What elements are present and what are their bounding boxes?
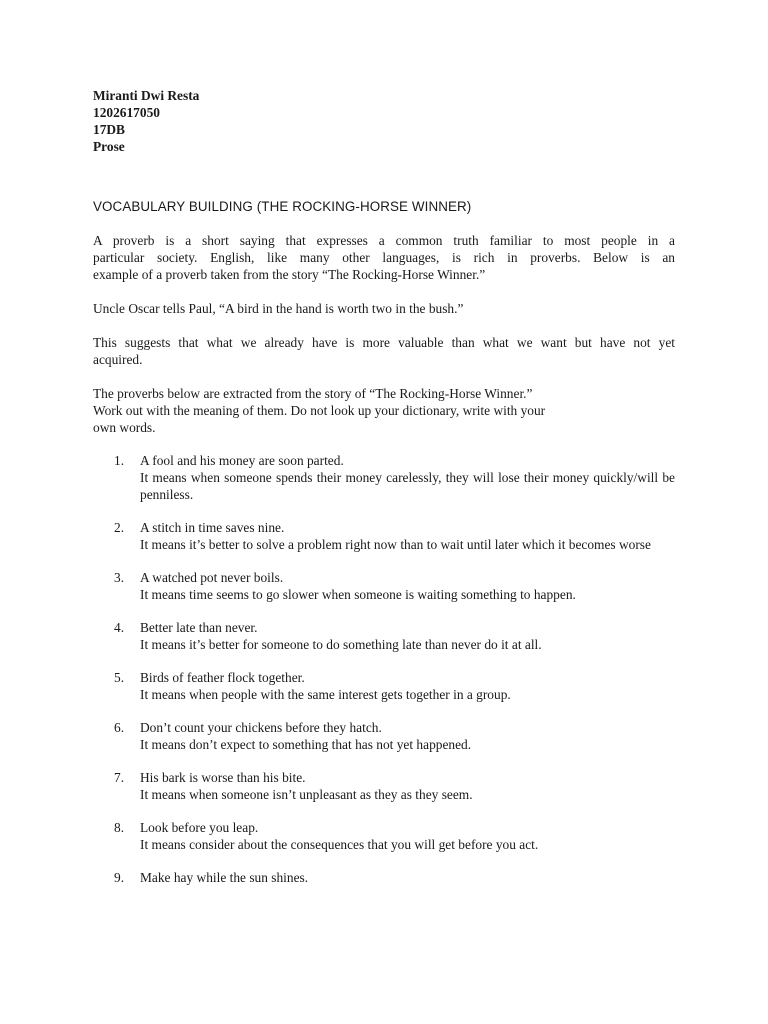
proverb-meaning: It means when people with the same interest gets together in a group.: [140, 687, 511, 702]
student-info: [93, 87, 675, 155]
proverb-text: A stitch in time saves nine.: [140, 520, 285, 535]
list-item: [93, 719, 675, 753]
proverb-meaning: It means when someone isn’t unpleasant as they as they seem.: [140, 787, 473, 802]
list-item: [93, 619, 675, 653]
proverb-text: Make hay while the sun shines.: [140, 870, 309, 885]
list-item-number: 6.: [114, 720, 125, 735]
student-id: 1202617050: [93, 105, 160, 120]
instructions-paragraph: [93, 385, 675, 436]
list-item-number: 5.: [114, 670, 125, 685]
instructions-line: Work out with the meaning of them. Do not look up your dictionary, write with your: [93, 403, 546, 418]
proverb-text: A watched pot never boils.: [140, 570, 284, 585]
list-item: [93, 569, 675, 603]
list-item-number: 7.: [114, 770, 125, 785]
list-item-number: 8.: [114, 820, 125, 835]
explanation-line: This suggests that what we already have is more valuable than what we want but have not yet: [93, 335, 675, 350]
list-item: [93, 669, 675, 703]
student-name: Miranti Dwi Resta: [93, 88, 200, 103]
proverb-meaning: It means when someone spends their money carelessly, they will lose their money quickly/will be penniless.: [140, 470, 675, 502]
list-item-number: 1.: [114, 453, 125, 468]
explanation-paragraph: [93, 334, 675, 368]
intro-paragraph: [93, 232, 675, 283]
document-page: [93, 87, 675, 902]
proverb-list: [93, 452, 675, 886]
list-item-number: 2.: [114, 520, 125, 535]
proverb-text: His bark is worse than his bite.: [140, 770, 306, 785]
intro-line: A proverb is a short saying that expresses a common truth familiar to most people in a: [93, 233, 675, 248]
proverb-meaning: It means time seems to go slower when someone is waiting something to happen.: [140, 587, 576, 602]
list-item: [93, 519, 675, 553]
intro-line: particular society. English, like many other languages, is rich in proverbs. Below is an: [93, 250, 675, 265]
example-paragraph: Uncle Oscar tells Paul, “A bird in the hand is worth two in the bush.”: [93, 301, 464, 316]
intro-line: example of a proverb taken from the story “The Rocking-Horse Winner.”: [93, 267, 486, 282]
list-item: [93, 769, 675, 803]
proverb-meaning: It means don’t expect to something that has not yet happened.: [140, 737, 472, 752]
list-item: [93, 819, 675, 853]
proverb-meaning: It means it’s better for someone to do something late than never do it at all.: [140, 637, 542, 652]
explanation-line: acquired.: [93, 352, 143, 367]
proverb-text: Birds of feather flock together.: [140, 670, 305, 685]
proverb-meaning: It means consider about the consequences that you will get before you act.: [140, 837, 539, 852]
proverb-text: Better late than never.: [140, 620, 258, 635]
list-item-number: 4.: [114, 620, 125, 635]
proverb-text: Don’t count your chickens before they hatch.: [140, 720, 382, 735]
subject: Prose: [93, 139, 125, 154]
student-class: 17DB: [93, 122, 125, 137]
instructions-line: own words.: [93, 420, 156, 435]
instructions-line: The proverbs below are extracted from the story of “The Rocking-Horse Winner.”: [93, 386, 533, 401]
list-item-number: 3.: [114, 570, 125, 585]
proverb-text: A fool and his money are soon parted.: [140, 453, 344, 468]
list-item: [93, 869, 675, 886]
proverb-meaning: It means it’s better to solve a problem right now than to wait until later which it becomes worse: [140, 537, 651, 552]
list-item: [93, 452, 675, 503]
list-item-number: 9.: [114, 870, 125, 885]
document-title: VOCABULARY BUILDING (THE ROCKING-HORSE WINNER): [93, 199, 472, 214]
proverb-text: Look before you leap.: [140, 820, 259, 835]
